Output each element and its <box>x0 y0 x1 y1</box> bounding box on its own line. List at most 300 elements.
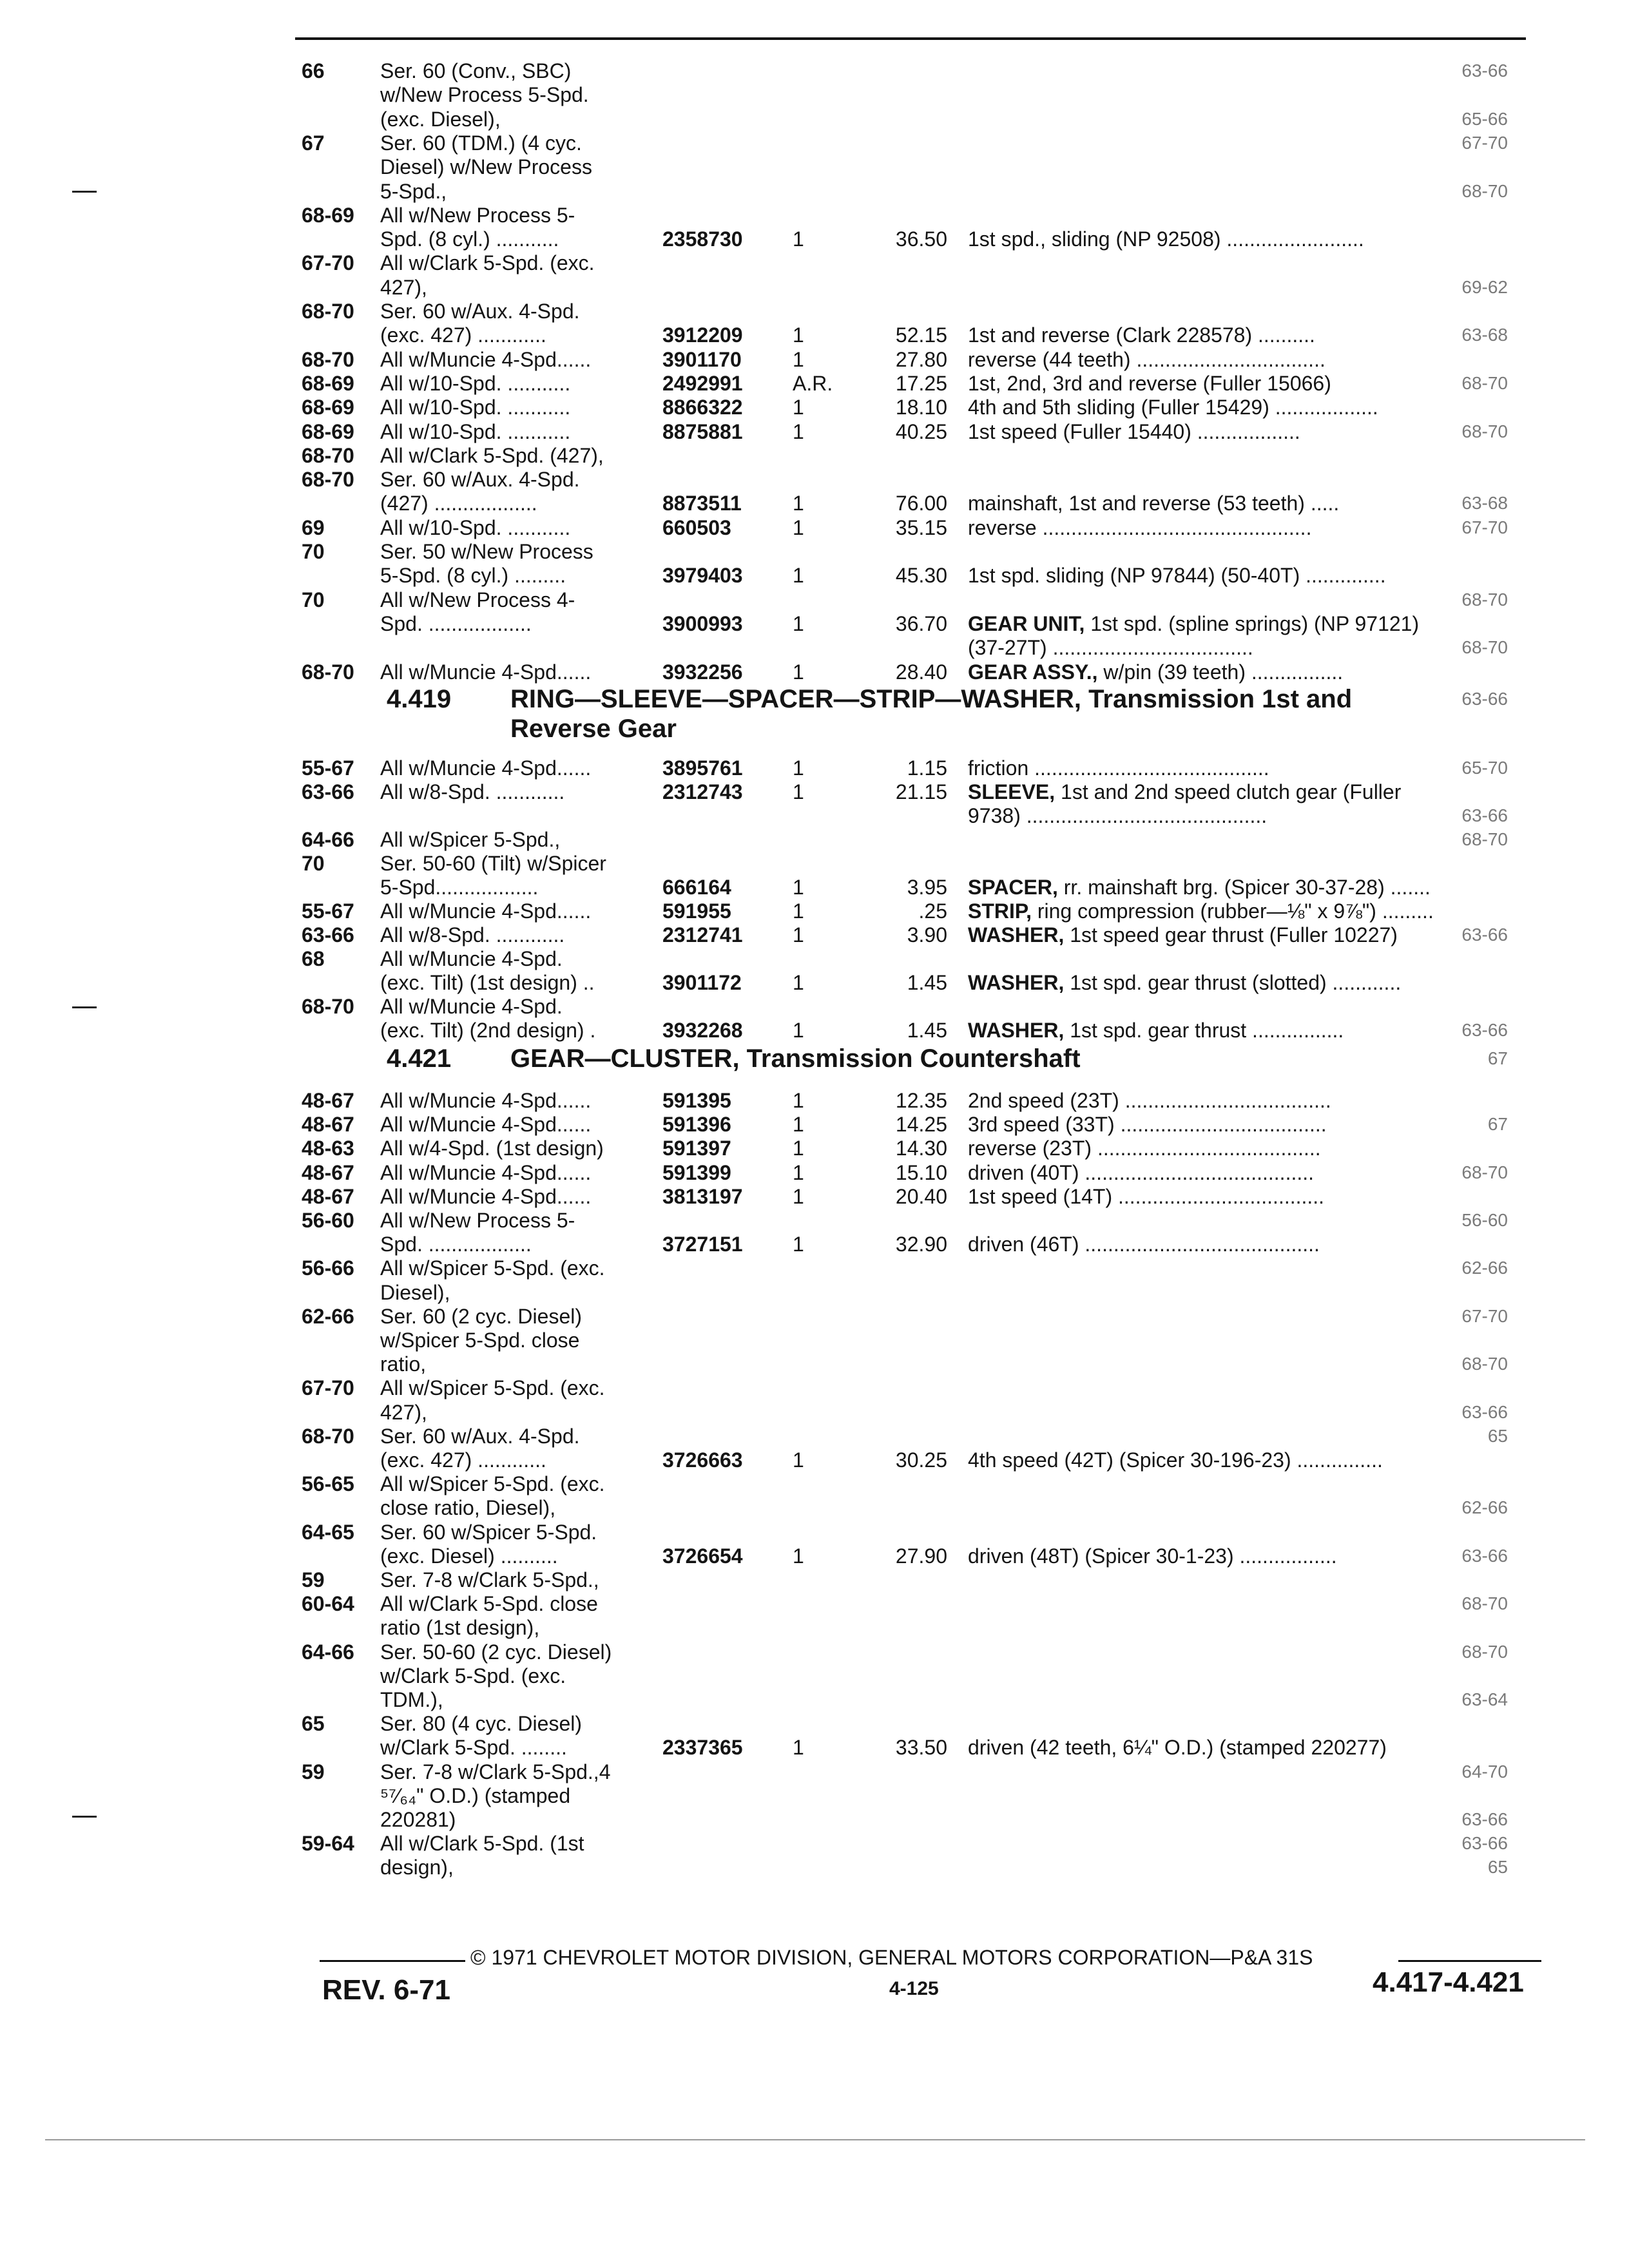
parts-row <box>0 1351 1629 1377</box>
quantity: 1 <box>793 564 804 588</box>
parts-row <box>0 1711 1629 1736</box>
price: 1.45 <box>907 971 947 994</box>
description: STRIP, ring compression (rubber—⅛" x 9⅞") ......... <box>968 899 1434 923</box>
application: Ser. 60 w/Aux. 4-Spd. <box>380 468 580 492</box>
parts-row <box>0 347 1629 372</box>
margin-note: 62-66 <box>1461 1258 1508 1278</box>
margin-note: 65-66 <box>1461 108 1508 129</box>
part-number: 3901170 <box>662 347 742 371</box>
application: All w/Muncie 4-Spd...... <box>380 1184 592 1208</box>
model-years: 68-70 <box>302 995 354 1018</box>
part-number: 3813197 <box>662 1184 743 1208</box>
part-number: 8875881 <box>662 419 743 443</box>
part-number: 2492991 <box>662 371 743 395</box>
parts-row <box>0 1447 1629 1473</box>
top-rule <box>295 37 1526 40</box>
part-number: 3726663 <box>662 1448 743 1472</box>
parts-row <box>0 130 1629 156</box>
application: All w/Clark 5-Spd. (1st <box>380 1832 584 1856</box>
description: 1st spd. sliding (NP 97844) (50-40T) .............. <box>968 564 1386 588</box>
part-number: 3932268 <box>662 1019 743 1042</box>
parts-row <box>0 779 1629 805</box>
parts-row <box>0 1207 1629 1233</box>
part-number: 591399 <box>662 1160 731 1184</box>
application: w/New Process 5-Spd. <box>380 83 589 107</box>
parts-row <box>0 226 1629 252</box>
description: SPACER, rr. mainshaft brg. (Spicer 30-37-28) ....... <box>968 876 1431 899</box>
margin-note: 68-70 <box>1461 1641 1508 1662</box>
price: 14.30 <box>895 1137 947 1160</box>
price: 12.35 <box>895 1089 947 1112</box>
application: All w/8-Spd. ............ <box>380 780 565 803</box>
parts-row <box>0 515 1629 541</box>
section-title-line2: Reverse Gear <box>510 715 677 743</box>
parts-row <box>0 1280 1629 1305</box>
price: 27.90 <box>895 1544 947 1568</box>
model-years: 70 <box>302 852 325 875</box>
application: Ser. 60 w/Aux. 4-Spd. <box>380 1424 580 1448</box>
parts-row <box>0 202 1629 228</box>
parts-row <box>0 803 1629 829</box>
part-number: 3979403 <box>662 564 743 588</box>
application: Ser. 60 (2 cyc. Diesel) <box>380 1304 582 1328</box>
parts-row <box>0 1375 1629 1401</box>
price: .25 <box>918 899 947 923</box>
parts-row <box>0 1615 1629 1640</box>
application: All w/Muncie 4-Spd...... <box>380 756 592 780</box>
model-years: 59-64 <box>302 1832 354 1856</box>
model-years: 68-69 <box>302 203 354 227</box>
margin-note: 67-70 <box>1461 132 1508 153</box>
margin-note: 68-70 <box>1461 829 1508 849</box>
margin-note: 62-66 <box>1461 1497 1508 1518</box>
application: w/Spicer 5-Spd. close <box>380 1329 580 1352</box>
parts-row <box>0 322 1629 348</box>
model-years: 48-63 <box>302 1137 354 1160</box>
parts-row <box>0 1543 1629 1569</box>
quantity: 1 <box>793 515 804 539</box>
model-years: 63-66 <box>302 780 354 803</box>
price: 40.25 <box>895 419 947 443</box>
part-number: 3901172 <box>662 971 742 994</box>
description: 1st speed (14T) .................................... <box>968 1184 1325 1208</box>
description: driven (40T) ........................................ <box>968 1160 1315 1184</box>
parts-row <box>0 994 1629 1019</box>
parts-row <box>0 178 1629 204</box>
parts-row <box>0 635 1629 660</box>
price: 18.10 <box>895 396 947 419</box>
parts-row <box>0 490 1629 516</box>
price: 52.15 <box>895 323 947 347</box>
page-number: 4-125 <box>889 1978 939 1999</box>
parts-row <box>0 946 1629 972</box>
section-heading-4-421 <box>0 1044 1629 1076</box>
margin-note: 65 <box>1487 1857 1508 1878</box>
quantity: 1 <box>793 611 804 635</box>
margin-note: 63-66 <box>1461 61 1508 81</box>
margin-note: 68-70 <box>1461 589 1508 610</box>
description: 4th speed (42T) (Spicer 30-196-23) ............... <box>968 1448 1383 1472</box>
application: (exc. 427) ............ <box>380 323 546 347</box>
application: (exc. Diesel), <box>380 107 501 131</box>
model-years: 63-66 <box>302 923 354 947</box>
application: All w/Spicer 5-Spd. (exc. <box>380 1376 605 1400</box>
price: 45.30 <box>895 564 947 588</box>
margin-note: 67-70 <box>1461 1305 1508 1326</box>
quantity: 1 <box>793 227 804 251</box>
part-number: 3912209 <box>662 323 743 347</box>
model-years: 65 <box>302 1712 325 1736</box>
price: 35.15 <box>895 515 947 539</box>
parts-row <box>0 1495 1629 1521</box>
part-number: 591395 <box>662 1089 731 1112</box>
parts-row <box>0 611 1629 637</box>
description: mainshaft, 1st and reverse (53 teeth) ..... <box>968 492 1340 515</box>
model-years: 48-67 <box>302 1089 354 1112</box>
model-years: 70 <box>302 540 325 563</box>
quantity: 1 <box>793 323 804 347</box>
parts-row <box>0 1854 1629 1880</box>
application: All w/Muncie 4-Spd...... <box>380 899 592 923</box>
application: (exc. 427) ............ <box>380 1448 546 1472</box>
quantity: 1 <box>793 1137 804 1160</box>
price: 28.40 <box>895 660 947 684</box>
quantity: 1 <box>793 1233 804 1256</box>
margin-note: 63-66 <box>1461 1833 1508 1854</box>
application: Spd. .................. <box>380 1233 532 1256</box>
margin-note: 68-70 <box>1461 1162 1508 1182</box>
parts-row <box>0 1831 1629 1856</box>
margin-note: 63-66 <box>1461 925 1508 945</box>
quantity: 1 <box>793 899 804 923</box>
application: 5-Spd.................. <box>380 876 539 899</box>
application: Ser. 50-60 (2 cyc. Diesel) <box>380 1640 612 1664</box>
application: All w/10-Spd. ........... <box>380 371 571 395</box>
application: Ser. 7-8 w/Clark 5-Spd.,4 <box>380 1760 611 1783</box>
parts-row <box>0 1663 1629 1689</box>
quantity: 1 <box>793 492 804 515</box>
quantity: 1 <box>793 1019 804 1042</box>
model-years: 62-66 <box>302 1304 354 1328</box>
application: (exc. Tilt) (2nd design) . <box>380 1019 596 1042</box>
part-number: 3895761 <box>662 756 743 780</box>
parts-row <box>0 106 1629 132</box>
margin-note: 67 <box>1487 1048 1508 1068</box>
parts-row <box>0 755 1629 781</box>
description: (37-27T) ................................... <box>968 636 1253 660</box>
margin-note: 63-66 <box>1461 1545 1508 1566</box>
model-years: 56-66 <box>302 1256 354 1280</box>
description: SLEEVE, 1st and 2nd speed clutch gear (Fuller <box>968 780 1402 803</box>
parts-row <box>0 1519 1629 1545</box>
application: All w/10-Spd. ........... <box>380 396 571 419</box>
parts-row <box>0 1759 1629 1785</box>
application: Ser. 60 w/Aux. 4-Spd. <box>380 300 580 323</box>
application: All w/Clark 5-Spd. (427), <box>380 443 604 467</box>
model-years: 48-67 <box>302 1160 354 1184</box>
model-years: 60-64 <box>302 1592 354 1616</box>
description: reverse (44 teeth) ................................. <box>968 347 1325 371</box>
model-years: 67 <box>302 131 325 155</box>
quantity: 1 <box>793 971 804 994</box>
quantity: 1 <box>793 923 804 947</box>
application: Diesel) w/New Process <box>380 155 592 179</box>
price: 17.25 <box>895 371 947 395</box>
model-years: 64-66 <box>302 828 354 851</box>
model-years: 64-66 <box>302 1640 354 1664</box>
price: 21.15 <box>895 780 947 803</box>
parts-row <box>0 1639 1629 1665</box>
model-years: 55-67 <box>302 899 354 923</box>
model-years: 55-67 <box>302 756 354 780</box>
parts-row <box>0 394 1629 420</box>
part-number: 591955 <box>662 899 731 923</box>
model-years: 68-69 <box>302 371 354 395</box>
application: All w/Spicer 5-Spd. (exc. <box>380 1472 605 1496</box>
application: All w/Clark 5-Spd. (exc. <box>380 251 595 275</box>
application: All w/Muncie 4-Spd...... <box>380 347 592 371</box>
parts-row <box>0 1807 1629 1832</box>
description: 9738) .......................................... <box>968 804 1268 827</box>
model-years: 68-70 <box>302 468 354 492</box>
margin-note: 68-70 <box>1461 1354 1508 1374</box>
part-number: 3900993 <box>662 611 743 635</box>
application: ratio, <box>380 1352 427 1376</box>
price: 3.95 <box>907 876 947 899</box>
description: 1st, 2nd, 3rd and reverse (Fuller 15066) <box>968 371 1331 395</box>
parts-row <box>0 274 1629 300</box>
description: GEAR ASSY., w/pin (39 teeth) ................ <box>968 660 1344 684</box>
section-range: 4.417-4.421 <box>1373 1966 1524 1998</box>
description: driven (42 teeth, 6¼" O.D.) (stamped 220277) <box>968 1736 1387 1760</box>
model-years: 56-60 <box>302 1209 354 1232</box>
parts-row <box>0 443 1629 468</box>
application: (exc. Tilt) (1st design) .. <box>380 971 595 994</box>
margin-note: 67 <box>1487 1114 1508 1135</box>
model-years: 59 <box>302 1568 325 1591</box>
parts-row <box>0 874 1629 900</box>
price: 1.45 <box>907 1019 947 1042</box>
application: All w/New Process 5- <box>380 1209 575 1232</box>
quantity: 1 <box>793 1544 804 1568</box>
margin-note: 65 <box>1487 1425 1508 1446</box>
application: All w/New Process 5- <box>380 203 575 227</box>
parts-row <box>0 827 1629 852</box>
margin-note: 63-68 <box>1461 493 1508 514</box>
parts-row <box>0 298 1629 324</box>
application: All w/8-Spd. ............ <box>380 923 565 947</box>
margin-note: 63-66 <box>1461 1809 1508 1829</box>
price: 3.90 <box>907 923 947 947</box>
application: Ser. 60 (Conv., SBC) <box>380 59 572 82</box>
parts-row <box>0 1017 1629 1043</box>
section-heading-4-419 <box>0 684 1629 749</box>
part-number: 2312741 <box>662 923 743 947</box>
parts-row <box>0 1735 1629 1760</box>
quantity: 1 <box>793 1089 804 1112</box>
section-title: RING—SLEEVE—SPACER—STRIP—WASHER, Transmission 1st and <box>510 685 1353 713</box>
margin-note: 63-68 <box>1461 325 1508 345</box>
model-years: 56-65 <box>302 1472 354 1496</box>
quantity: 1 <box>793 347 804 371</box>
model-years: 48-67 <box>302 1113 354 1137</box>
application: All w/Spicer 5-Spd. (exc. <box>380 1256 605 1280</box>
part-number: 591396 <box>662 1113 731 1137</box>
parts-row <box>0 1687 1629 1713</box>
model-years: 66 <box>302 59 325 82</box>
application: w/Clark 5-Spd. (exc. <box>380 1664 566 1687</box>
application: Diesel), <box>380 1280 450 1304</box>
model-years: 68 <box>302 947 325 970</box>
parts-row <box>0 1231 1629 1257</box>
part-number: 660503 <box>662 515 731 539</box>
quantity: 1 <box>793 1113 804 1137</box>
model-years: 59 <box>302 1760 325 1783</box>
description: GEAR UNIT, 1st spd. (spline springs) (NP 97121) <box>968 611 1420 635</box>
margin-note: 63-66 <box>1461 1020 1508 1040</box>
application: All w/10-Spd. ........... <box>380 515 571 539</box>
parts-row <box>0 1088 1629 1113</box>
price: 36.50 <box>895 227 947 251</box>
parts-row <box>0 370 1629 396</box>
parts-row <box>0 562 1629 588</box>
price: 15.10 <box>895 1160 947 1184</box>
parts-row <box>0 539 1629 564</box>
quantity: 1 <box>793 1160 804 1184</box>
parts-row <box>0 850 1629 876</box>
margin-note: 68-70 <box>1461 421 1508 441</box>
model-years: 67-70 <box>302 251 354 275</box>
parts-row <box>0 1160 1629 1186</box>
model-years: 69 <box>302 515 325 539</box>
part-number: 2312743 <box>662 780 743 803</box>
parts-row <box>0 154 1629 180</box>
application: Ser. 60 (TDM.) (4 cyc. <box>380 131 582 155</box>
parts-row <box>0 1135 1629 1161</box>
parts-row <box>0 898 1629 924</box>
parts-row <box>0 466 1629 492</box>
parts-row <box>0 587 1629 613</box>
margin-note: 68-70 <box>1461 637 1508 658</box>
parts-row <box>0 1591 1629 1617</box>
application: All w/Muncie 4-Spd...... <box>380 1089 592 1112</box>
application: (exc. Diesel) .......... <box>380 1544 558 1568</box>
margin-note: 65-70 <box>1461 758 1508 778</box>
margin-note: 68-70 <box>1461 1593 1508 1614</box>
part-number: 591397 <box>662 1137 731 1160</box>
part-number: 2358730 <box>662 227 743 251</box>
application: 5-Spd. (8 cyl.) ......... <box>380 564 566 588</box>
description: reverse ............................................... <box>968 515 1312 539</box>
parts-row <box>0 1303 1629 1329</box>
application: All w/Spicer 5-Spd., <box>380 828 561 851</box>
parts-row <box>0 1184 1629 1209</box>
application: 220281) <box>380 1808 456 1831</box>
description: 1st and reverse (Clark 228578) .......... <box>968 323 1315 347</box>
footer-rule-right <box>1398 1960 1541 1962</box>
section-number: 4.421 <box>387 1044 452 1073</box>
description: WASHER, 1st spd. gear thrust (slotted) ............ <box>968 971 1402 994</box>
application: (427) .................. <box>380 492 537 515</box>
application: TDM.), <box>380 1688 443 1711</box>
description: WASHER, 1st spd. gear thrust ................ <box>968 1019 1344 1042</box>
description: friction ......................................... <box>968 756 1269 780</box>
parts-row <box>0 1423 1629 1449</box>
application: All w/10-Spd. ........... <box>380 419 571 443</box>
quantity: 1 <box>793 419 804 443</box>
model-years: 68-70 <box>302 347 354 371</box>
parts-row <box>0 250 1629 276</box>
application: All w/Muncie 4-Spd. <box>380 947 563 970</box>
section-number: 4.419 <box>387 685 452 713</box>
revision-label: REV. 6-71 <box>322 1974 450 2006</box>
model-years: 68-70 <box>302 443 354 467</box>
price: 1.15 <box>907 756 947 780</box>
quantity: 1 <box>793 876 804 899</box>
part-number: 3727151 <box>662 1233 743 1256</box>
description: 4th and 5th sliding (Fuller 15429) .................. <box>968 396 1378 419</box>
margin-note: 63-66 <box>1461 805 1508 825</box>
description: 1st spd., sliding (NP 92508) ........................ <box>968 227 1364 251</box>
margin-note: 63-64 <box>1461 1689 1508 1709</box>
part-number: 2337365 <box>662 1736 743 1760</box>
parts-row <box>0 1471 1629 1497</box>
copyright-line: © 1971 CHEVROLET MOTOR DIVISION, GENERAL MOTORS CORPORATION—P&A 31S <box>470 1946 1313 1969</box>
part-number: 8866322 <box>662 396 743 419</box>
parts-row <box>0 1783 1629 1809</box>
margin-note: 63-66 <box>1461 1401 1508 1422</box>
parts-row <box>0 1255 1629 1281</box>
margin-note: 56-60 <box>1461 1210 1508 1230</box>
footer-rule-left <box>320 1960 465 1962</box>
margin-note: 64-70 <box>1461 1761 1508 1782</box>
margin-note: 68-70 <box>1461 372 1508 393</box>
price: 14.25 <box>895 1113 947 1137</box>
section-title: GEAR—CLUSTER, Transmission Countershaft <box>510 1044 1081 1073</box>
application: Ser. 50-60 (Tilt) w/Spicer <box>380 852 606 875</box>
parts-row <box>0 659 1629 685</box>
margin-note: 68-70 <box>1461 180 1508 201</box>
quantity: 1 <box>793 1736 804 1760</box>
price: 76.00 <box>895 492 947 515</box>
price: 32.90 <box>895 1233 947 1256</box>
quantity: A.R. <box>793 371 833 395</box>
description: reverse (23T) ....................................... <box>968 1137 1321 1160</box>
part-number: 666164 <box>662 876 731 899</box>
description: driven (46T) ......................................... <box>968 1233 1320 1256</box>
application: Spd. .................. <box>380 611 532 635</box>
parts-row <box>0 922 1629 948</box>
application: ⁵⁷⁄₆₄" O.D.) (stamped <box>380 1783 571 1807</box>
application: All w/4-Spd. (1st design) <box>380 1137 604 1160</box>
price: 36.70 <box>895 611 947 635</box>
model-years: 64-65 <box>302 1520 354 1544</box>
part-number: 3932256 <box>662 660 743 684</box>
application: 427), <box>380 1400 427 1424</box>
parts-row <box>0 970 1629 995</box>
quantity: 1 <box>793 780 804 803</box>
application: Ser. 50 w/New Process <box>380 540 593 563</box>
parts-row <box>0 1327 1629 1353</box>
description: 2nd speed (23T) .................................... <box>968 1089 1331 1112</box>
price: 33.50 <box>895 1736 947 1760</box>
part-number: 8873511 <box>662 492 742 515</box>
part-number: 3726654 <box>662 1544 743 1568</box>
description: WASHER, 1st speed gear thrust (Fuller 10227) <box>968 923 1398 947</box>
model-years: 68-69 <box>302 419 354 443</box>
quantity: 1 <box>793 660 804 684</box>
quantity: 1 <box>793 396 804 419</box>
